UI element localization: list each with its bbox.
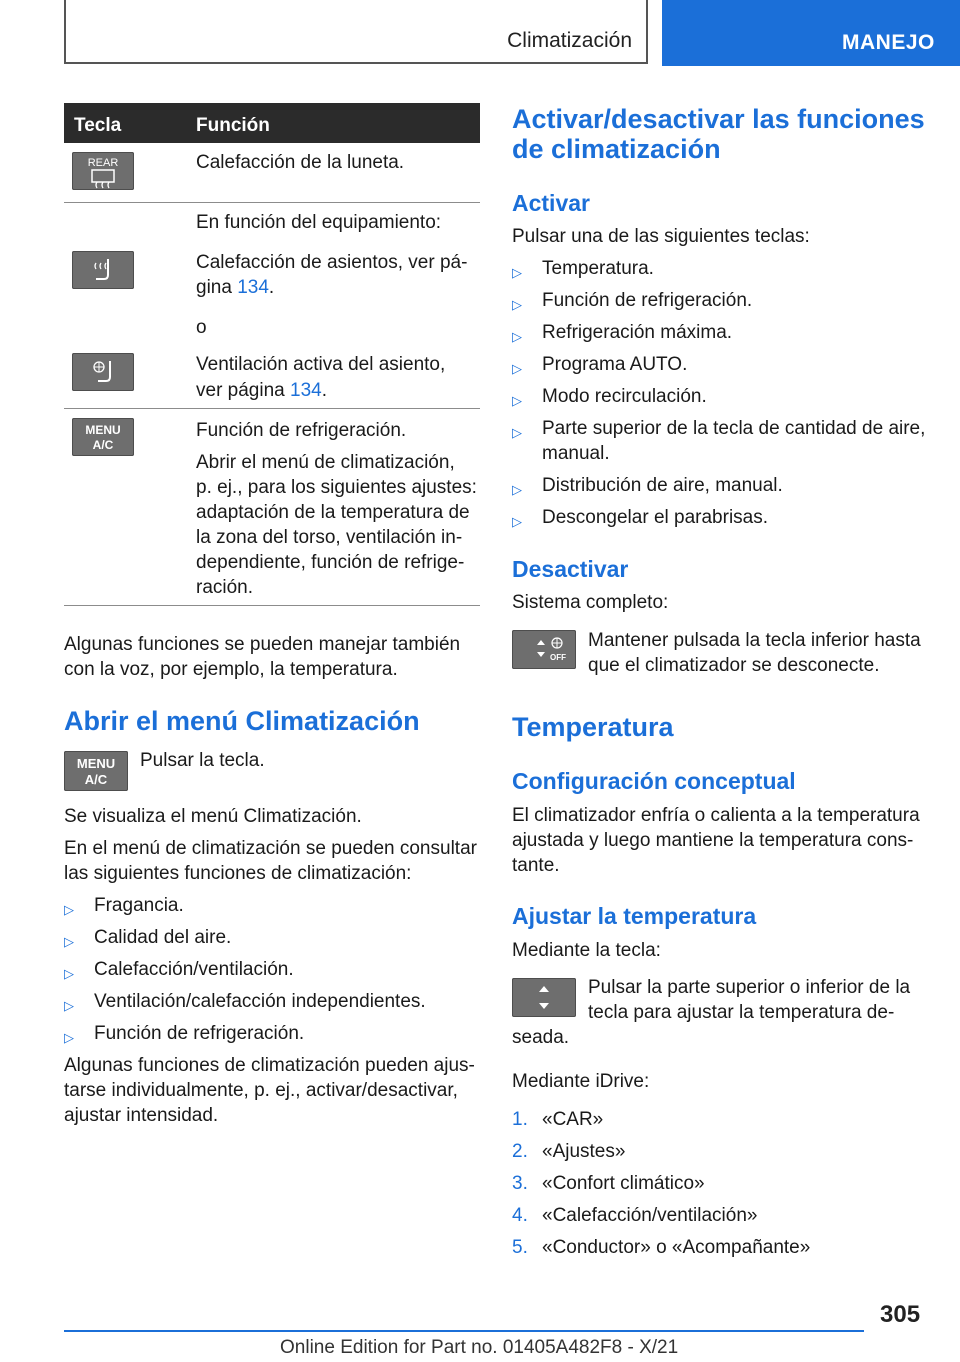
page-number: 305 — [880, 1301, 921, 1328]
page-link-134[interactable]: 134 — [237, 277, 269, 298]
triangle-bullet-icon: ▷ — [64, 966, 74, 981]
heading-deactivate: Desactivar — [512, 556, 629, 582]
list-item-continuation: manual. — [542, 443, 610, 464]
concept-text-line: ajustada y luego mantiene la temperatura cons- — [512, 830, 914, 851]
list-item: ▷ Distribución de aire, manual. — [512, 473, 783, 498]
consult-text-line: las siguientes funciones de climatización: — [64, 863, 412, 884]
row-intro-equipment: En función del equipamiento: — [196, 212, 442, 233]
row-text-seat-ventilation-a: Ventilación activa del asiento, — [196, 354, 446, 375]
row-desc-line: ración. — [196, 577, 254, 598]
menu-label: MENU — [85, 423, 121, 437]
concept-text-line: El climatizador enfría o calienta a la temperatura — [512, 805, 920, 826]
ac-label: A/C — [92, 438, 114, 452]
deactivate-text-line: que el climatizador se desconecte. — [588, 655, 880, 676]
row-text-seat-heating-b: gina 134. — [196, 277, 275, 298]
voice-note-line: con la voz, por ejemplo, la temperatura. — [64, 659, 398, 680]
rear-label: REAR — [87, 157, 119, 169]
section-title: Climatización — [507, 29, 632, 52]
list-item: ▷ Descongelar el parabrisas. — [512, 505, 768, 530]
ac-label: A/C — [84, 772, 108, 787]
fan-off-button-icon — [512, 630, 576, 669]
menu-ac-button-icon — [64, 751, 128, 791]
adjust-text-line: seada. — [512, 1027, 570, 1048]
triangle-bullet-icon: ▷ — [512, 297, 522, 312]
list-item: ▷ Refrigeración máxima. — [512, 320, 732, 345]
menu-label: MENU — [76, 756, 116, 771]
menu-ac-button-icon — [72, 418, 134, 456]
table-col-function: Función — [196, 115, 270, 136]
concept-text-line: tante. — [512, 855, 560, 876]
heading-activate: Activar — [512, 190, 590, 216]
menu-shown-text: Se visualiza el menú Climatización. — [64, 806, 362, 827]
idrive-intro: Mediante iDrive: — [512, 1071, 650, 1092]
list-item: ▷ Función de refrigeración. — [64, 1021, 304, 1046]
table-header — [64, 103, 480, 143]
seat-heating-button-icon — [72, 251, 134, 289]
triangle-bullet-icon: ▷ — [64, 902, 74, 917]
row-text-seat-heating-a: Calefacción de asientos, ver pá- — [196, 252, 468, 273]
row-desc-line: Abrir el menú de climatización, — [196, 452, 455, 473]
triangle-bullet-icon: ▷ — [512, 265, 522, 280]
triangle-bullet-icon: ▷ — [64, 998, 74, 1013]
adjust-text-line: Pulsar la parte superior o inferior de la — [588, 977, 911, 998]
triangle-bullet-icon: ▷ — [512, 425, 522, 440]
heading-temperature: Temperatura — [512, 712, 674, 742]
table-divider — [64, 202, 480, 203]
temperature-updown-button-icon — [512, 978, 576, 1017]
row-text-cooling: Función de refrigeración. — [196, 420, 407, 441]
chapter-tab[interactable] — [662, 0, 960, 66]
table-divider — [64, 408, 480, 409]
heading-adjust-temperature: Ajustar la temperatura — [512, 903, 757, 929]
list-item: ▷ Programa AUTO. — [512, 352, 687, 377]
list-item: ▷ Fragancia. — [64, 893, 184, 918]
step-item: 1. «CAR» — [512, 1109, 604, 1130]
list-item: ▷ Función de refrigeración. — [512, 288, 752, 313]
adjust-intro: Mediante la tecla: — [512, 940, 661, 961]
row-desc-line: la zona del torso, ventilación in- — [196, 527, 463, 548]
step-item: 4. «Calefacción/ventilación» — [512, 1205, 758, 1226]
row-desc-line: dependiente, función de refrige- — [196, 552, 465, 573]
row-or: o — [196, 317, 207, 338]
table-col-key: Tecla — [74, 115, 122, 136]
row-desc-line: adaptación de la temperatura de — [196, 502, 470, 523]
row-text-seat-ventilation-b: ver página 134. — [196, 380, 327, 401]
deactivate-intro: Sistema completo: — [512, 592, 669, 613]
heading-onoff-line: Activar/desactivar las funciones — [512, 104, 925, 134]
triangle-bullet-icon: ▷ — [512, 393, 522, 408]
rear-defrost-button-icon — [72, 152, 134, 190]
consult-text-line: En el menú de climatización se pueden consultar — [64, 838, 477, 859]
heading-conceptual-config: Configuración conceptual — [512, 768, 796, 794]
heading-onoff-line: de climatización — [512, 134, 721, 164]
list-item: ▷ Ventilación/calefacción independientes. — [64, 989, 426, 1014]
edition-text: Online Edition for Part no. 01405A482F8 - X/21 — [280, 1337, 679, 1358]
seat-ventilation-button-icon — [72, 353, 134, 391]
triangle-bullet-icon: ▷ — [512, 361, 522, 376]
footer-divider — [64, 1330, 864, 1332]
adjust-text-line: ajustar intensidad. — [64, 1105, 219, 1126]
heading-open-climate-menu: Abrir el menú Climatización — [64, 706, 420, 736]
page-link-134[interactable]: 134 — [290, 380, 322, 401]
header-frame — [64, 0, 648, 64]
step-item: 2. «Ajustes» — [512, 1141, 626, 1162]
triangle-bullet-icon: ▷ — [512, 482, 522, 497]
activate-intro: Pulsar una de las siguientes teclas: — [512, 226, 810, 247]
adjust-text-line: Algunas funciones de climatización pueden ajus- — [64, 1055, 475, 1076]
triangle-bullet-icon: ▷ — [64, 1030, 74, 1045]
list-item: ▷ Temperatura. — [512, 256, 654, 281]
deactivate-text-line: Mantener pulsada la tecla inferior hasta — [588, 630, 921, 651]
voice-note-line: Algunas funciones se pueden manejar también — [64, 634, 461, 655]
list-item: ▷ Modo recirculación. — [512, 384, 707, 409]
triangle-bullet-icon: ▷ — [64, 934, 74, 949]
row-text-rear-defrost: Calefacción de la luneta. — [196, 152, 405, 173]
triangle-bullet-icon: ▷ — [512, 514, 522, 529]
press-key-text: Pulsar la tecla. — [140, 750, 265, 771]
list-item: ▷ Parte superior de la tecla de cantidad de aire, — [512, 416, 925, 441]
step-item: 5. «Conductor» o «Acompañante» — [512, 1237, 811, 1258]
list-item: ▷ Calidad del aire. — [64, 925, 231, 950]
triangle-bullet-icon: ▷ — [512, 329, 522, 344]
adjust-text-line: tecla para ajustar la temperatura de- — [588, 1002, 895, 1023]
off-label: OFF — [550, 653, 566, 662]
row-desc-line: p. ej., para los siguientes ajustes: — [196, 477, 477, 498]
list-item: ▷ Calefacción/ventilación. — [64, 957, 294, 982]
step-item: 3. «Confort climático» — [512, 1173, 705, 1194]
adjust-text-line: tarse individualmente, p. ej., activar/desactivar, — [64, 1080, 458, 1101]
chapter-tab-label: MANEJO — [842, 31, 935, 54]
table-divider — [64, 605, 480, 606]
